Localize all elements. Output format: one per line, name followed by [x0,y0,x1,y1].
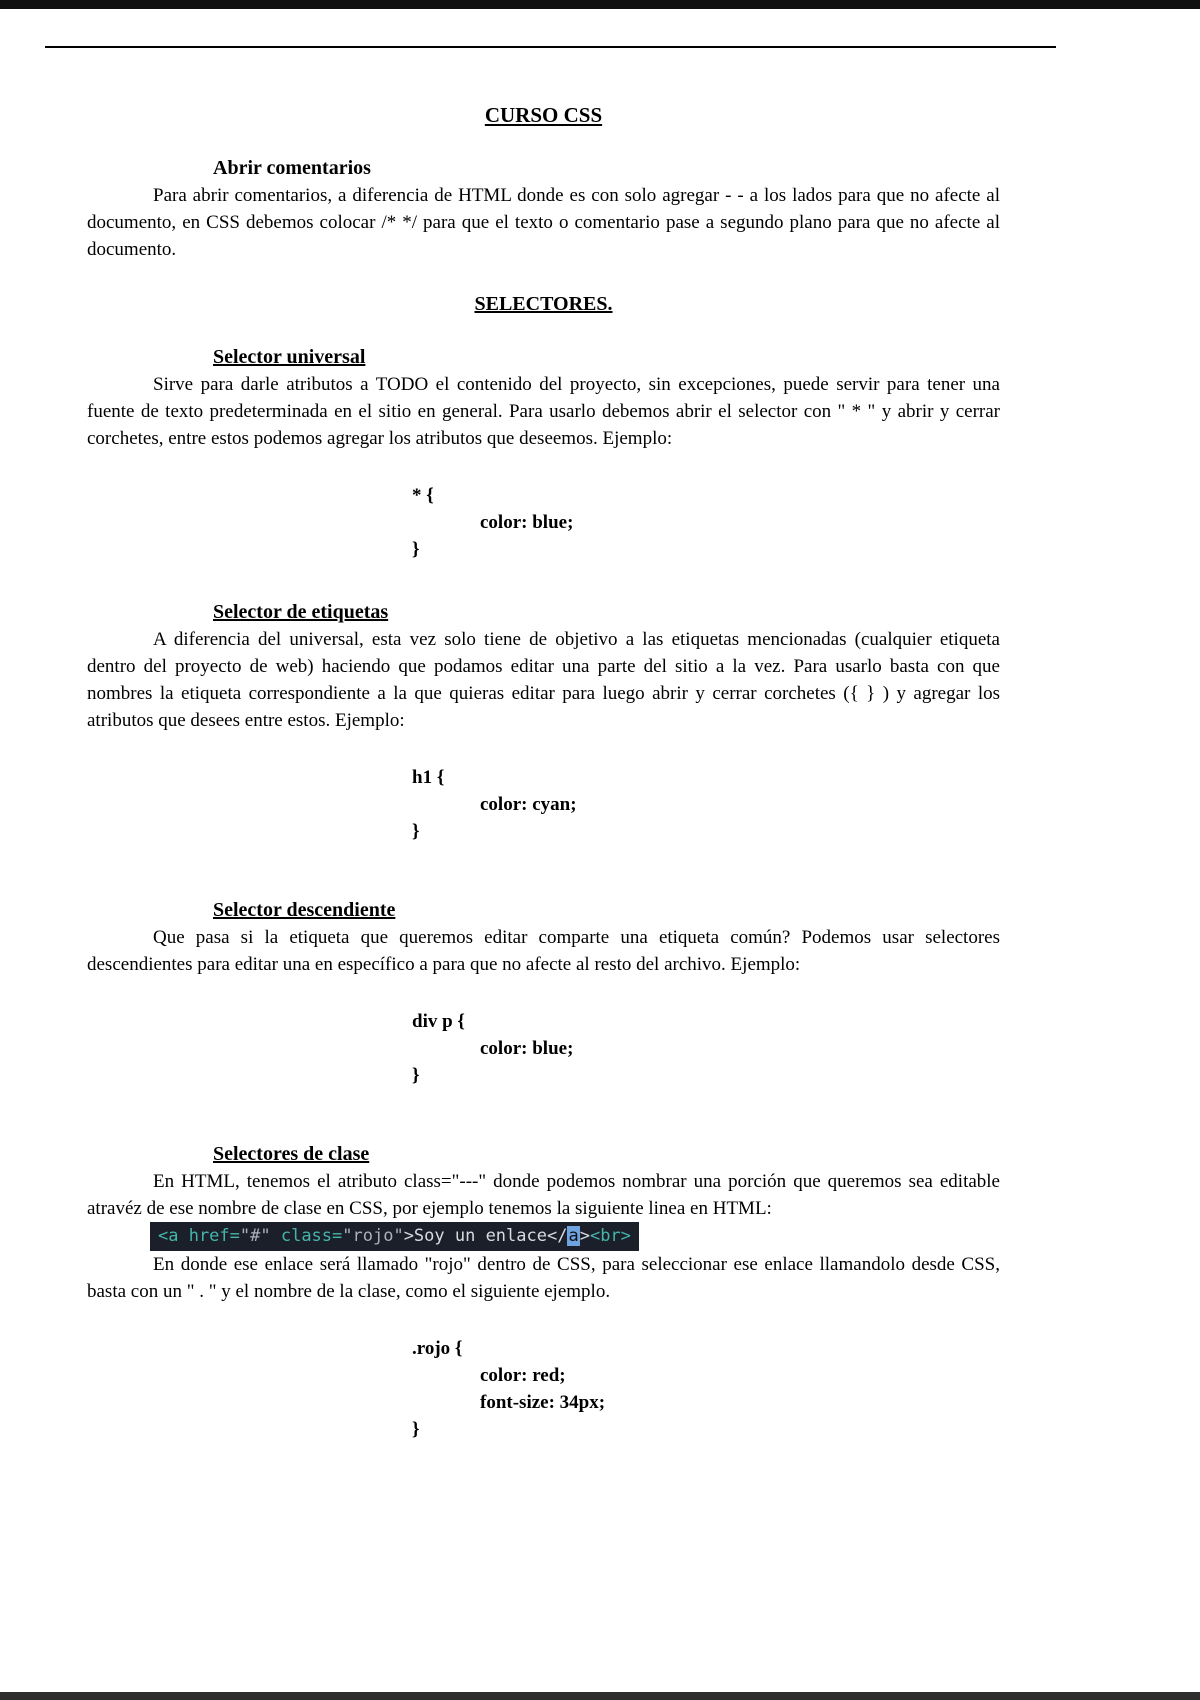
code-line: color: red; [480,1365,566,1386]
code-block-etiquetas [412,764,1000,845]
code-block-universal [412,482,1000,563]
heading-selector-etiquetas: Selector de etiquetas [213,601,389,623]
code-line: } [412,539,420,560]
heading-selector-descendiente: Selector descendiente [213,899,396,921]
heading-abrir-comentarios: Abrir comentarios [213,157,371,179]
code-line: .rojo { [412,1338,463,1359]
code-line: h1 { [412,767,445,788]
string-token: "#" [239,1226,271,1246]
paragraph-universal: Sirve para darle atributos a TODO el contenido del proyecto, sin excepciones, puede servir para tener una fuente de texto predeterminada en el sitio en general. Para usarlo debemos abrir el selector con " * " y abrir y cerrar corchetes, entre estos podemos agregar los atributos que deseemos. Ejemplo: [87,374,1000,449]
code-line: div p { [412,1011,465,1032]
code-line: color: cyan; [480,794,577,815]
heading-selector-universal: Selector universal [213,346,366,368]
selected-token: a [568,1226,579,1246]
html-snippet-row [87,1222,1000,1251]
html-code-snippet [150,1222,639,1251]
code-line: color: blue; [480,512,574,533]
code-line: } [412,1419,420,1440]
code-line: color: blue; [480,1038,574,1059]
tag-token: <br> [589,1226,631,1246]
code-line: font-size: 34px; [480,1392,606,1413]
tag-token: <a href= [158,1226,240,1246]
code-block-rojo [412,1335,1000,1443]
text-token: > [579,1226,590,1246]
code-line: * { [412,485,434,506]
attr-token: class= [270,1226,343,1246]
paragraph-etiquetas: A diferencia del universal, esta vez solo tiene de objetivo a las etiquetas mencionadas (cualquier etiqueta dentro del proyecto de web) haciendo que podamos editar una parte del sitio a la vez. Para usarlo basta con que nombres la etiqueta correspondiente a la que quieras editar para luego abrir y cerrar corchetes ({ } ) y agregar los atributos que desees entre estos. Ejemplo: [87,629,1000,731]
page-bottom-bar [0,1692,1200,1700]
paragraph-descendiente: Que pasa si la etiqueta que queremos editar comparte una etiqueta común? Podemos usar selectores descendientes para editar una en específico a para que no afecte al resto del archivo. Ejemplo: [87,927,1000,975]
doc-title: CURSO CSS [484,103,603,127]
selectores-title: SELECTORES. [474,293,613,315]
code-line: } [412,1065,420,1086]
header-rule [45,46,1056,48]
page-top-bar [0,0,1200,9]
paragraph-clase-2: En donde ese enlace será llamado "rojo" dentro de CSS, para seleccionar ese enlace llamandolo desde CSS, basta con un " . " y el nombre de la clase, como el siguiente ejemplo. [87,1254,1000,1302]
text-token: >Soy un enlace</ [403,1226,568,1246]
code-block-descendiente [412,1008,1000,1089]
paragraph-clase-1: En HTML, tenemos el atributo class="---" donde podemos nombrar una porción que queremos sea editable atravéz de ese nombre de clase en CSS, por ejemplo tenemos la siguiente linea en HTML: [87,1171,1000,1219]
document-body [87,102,1000,1457]
heading-selectores-clase: Selectores de clase [213,1143,370,1165]
string-token: "rojo" [342,1226,404,1246]
code-line: } [412,821,420,842]
paragraph-comentarios: Para abrir comentarios, a diferencia de HTML donde es con solo agregar - - a los lados para que no afecte al documento, en CSS debemos colocar /* */ para que el texto o comentario pase a segundo plano para que no afecte al documento. [87,185,1000,260]
